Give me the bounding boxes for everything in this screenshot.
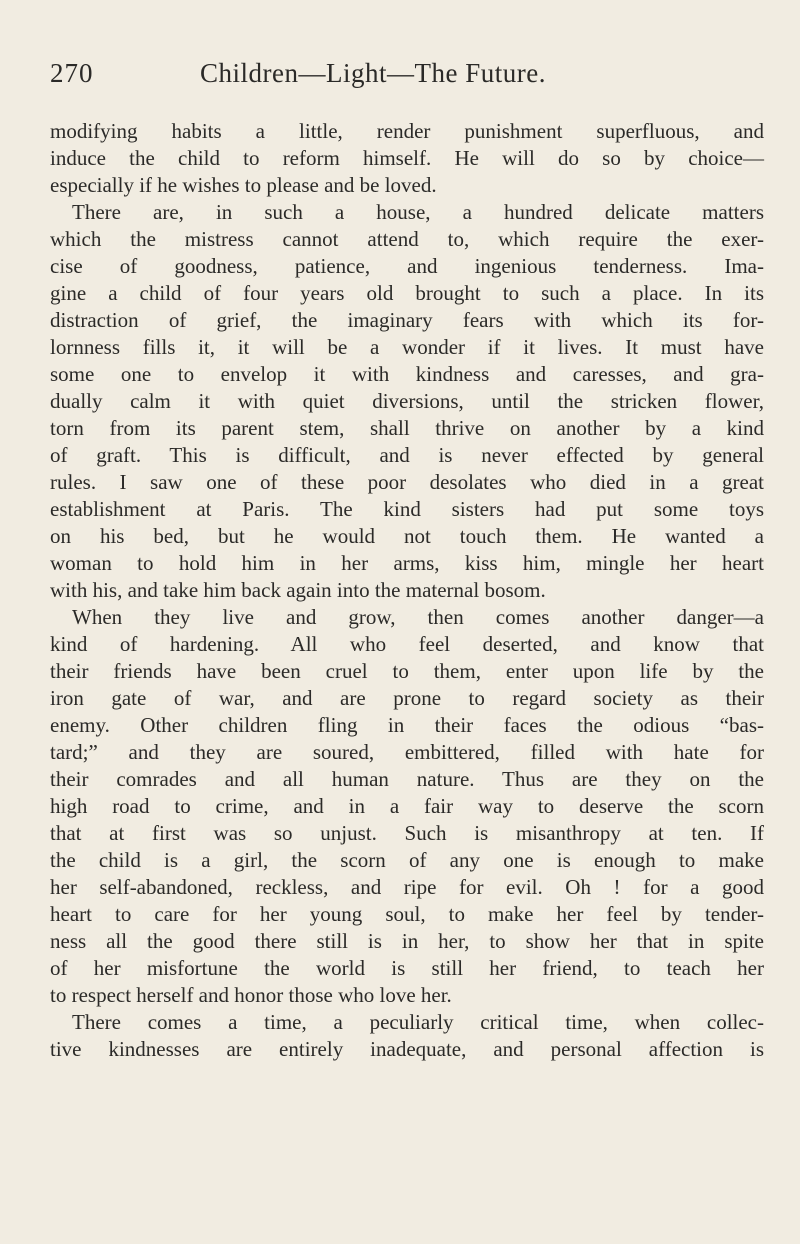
text-line: the child is a girl, the scorn of any one is enough to make bbox=[50, 848, 764, 872]
text-line: to respect herself and honor those who love her. bbox=[50, 983, 452, 1007]
text-line: of graft. This is difficult, and is never effected by general bbox=[50, 443, 764, 467]
text-line: of her misfortune the world is still her friend, to teach her bbox=[50, 956, 764, 980]
text-line: rules. I saw one of these poor desolates who died in a great bbox=[50, 470, 764, 494]
text-line: kind of hardening. All who feel deserted, and know that bbox=[50, 632, 764, 656]
text-line: enemy. Other children fling in their faces the odious “bas- bbox=[50, 713, 764, 737]
text-line: There are, in such a house, a hundred delicate matters bbox=[72, 200, 764, 224]
text-line: her self-abandoned, reckless, and ripe for evil. Oh ! for a good bbox=[50, 875, 764, 899]
text-line: especially if he wishes to please and be loved. bbox=[50, 173, 437, 197]
text-line: torn from its parent stem, shall thrive on another by a kind bbox=[50, 416, 764, 440]
text-line: induce the child to reform himself. He will do so by choice— bbox=[50, 146, 764, 170]
text-line: tive kindnesses are entirely inadequate, and personal affection is bbox=[50, 1037, 764, 1061]
text-line: ness all the good there still is in her, to show her that in spite bbox=[50, 929, 764, 953]
text-line: their comrades and all human nature. Thus are they on the bbox=[50, 767, 764, 791]
text-line: tard;” and they are soured, embittered, filled with hate for bbox=[50, 740, 764, 764]
running-head bbox=[50, 58, 764, 98]
text-line: their friends have been cruel to them, enter upon life by the bbox=[50, 659, 764, 683]
text-line: modifying habits a little, render punishment superfluous, and bbox=[50, 119, 764, 143]
text-line: distraction of grief, the imaginary fears with which its for- bbox=[50, 308, 764, 332]
text-line: gine a child of four years old brought to such a place. In its bbox=[50, 281, 764, 305]
text-line: iron gate of war, and are prone to regard society as their bbox=[50, 686, 764, 710]
text-line: There comes a time, a peculiarly critical time, when collec- bbox=[72, 1010, 764, 1034]
text-line: lornness fills it, it will be a wonder if it lives. It must have bbox=[50, 335, 764, 359]
text-line: When they live and grow, then comes another danger—a bbox=[72, 605, 764, 629]
text-line: which the mistress cannot attend to, which require the exer- bbox=[50, 227, 764, 251]
text-line: high road to crime, and in a fair way to deserve the scorn bbox=[50, 794, 764, 818]
running-title: Children—Light—The Future. bbox=[200, 58, 546, 88]
text-line: on his bed, but he would not touch them. He wanted a bbox=[50, 524, 764, 548]
text-line: dually calm it with quiet diversions, until the stricken flower, bbox=[50, 389, 764, 413]
text-line: heart to care for her young soul, to make her feel by tender- bbox=[50, 902, 764, 926]
text-line: that at first was so unjust. Such is misanthropy at ten. If bbox=[50, 821, 764, 845]
body-text bbox=[50, 118, 764, 1063]
page-number: 270 bbox=[50, 58, 94, 88]
text-line: establishment at Paris. The kind sisters had put some toys bbox=[50, 497, 764, 521]
text-line: woman to hold him in her arms, kiss him, mingle her heart bbox=[50, 551, 764, 575]
text-line: some one to envelop it with kindness and caresses, and gra- bbox=[50, 362, 764, 386]
text-line: with his, and take him back again into the maternal bosom. bbox=[50, 578, 546, 602]
text-line: cise of goodness, patience, and ingenious tenderness. Ima- bbox=[50, 254, 764, 278]
